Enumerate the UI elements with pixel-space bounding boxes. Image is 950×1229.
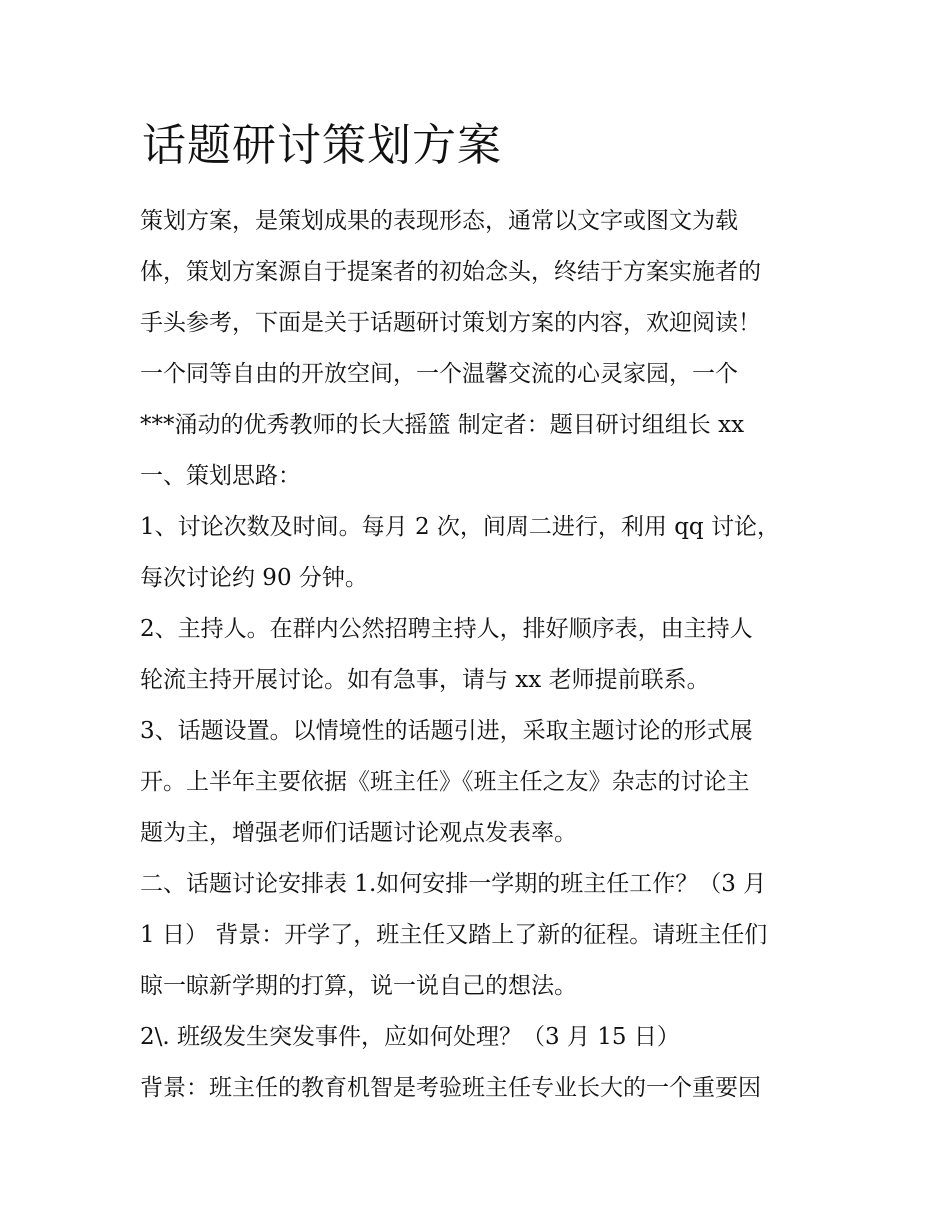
body-line: 2\. 班级发生突发事件，应如何处理？（3 月 15 日） bbox=[140, 1024, 680, 1050]
body-line: 轮流主持开展讨论。如有急事，请与 xx 老师提前联系。 bbox=[140, 667, 710, 693]
body-line: 背景：班主任的教育机智是考验班主任专业长大的一个重要因 bbox=[140, 1075, 761, 1101]
section-heading: 二、话题讨论安排表 1.如何安排一学期的班主任工作？（3 月 bbox=[140, 871, 767, 897]
body-line: 手头参考，下面是关于话题研讨策划方案的内容，欢迎阅读！ bbox=[140, 310, 761, 336]
body-line: ***涌动的优秀教师的长大摇篮 制定者：题目研讨组组长 xx bbox=[140, 412, 745, 438]
body-line: 3、话题设置。以情境性的话题引进，采取主题讨论的形式展 bbox=[140, 718, 753, 744]
body-line: 体，策划方案源自于提案者的初始念头，终结于方案实施者的 bbox=[140, 259, 761, 285]
body-line: 晾一晾新学期的打算，说一说自己的想法。 bbox=[140, 973, 577, 999]
body-line: 开。上半年主要依据《班主任》《班主任之友》杂志的讨论主 bbox=[140, 769, 750, 795]
body-line: 策划方案，是策划成果的表现形态，通常以文字或图文为载 bbox=[140, 208, 738, 234]
body-line: 1 日） 背景：开学了，班主任又踏上了新的征程。请班主任们 bbox=[140, 922, 768, 948]
document-title: 话题研讨策划方案 bbox=[142, 120, 502, 171]
body-line: 2、主持人。在群内公然招聘主持人，排好顺序表，由主持人 bbox=[140, 616, 753, 642]
body-line: 1、讨论次数及时间。每月 2 次，间周二进行，利用 qq 讨论， bbox=[140, 514, 780, 540]
body-line: 每次讨论约 90 分钟。 bbox=[140, 565, 368, 591]
body-line: 一个同等自由的开放空间，一个温馨交流的心灵家园，一个 bbox=[140, 361, 738, 387]
section-heading: 一、策划思路： bbox=[140, 463, 301, 489]
body-line: 题为主，增强老师们话题讨论观点发表率。 bbox=[140, 820, 577, 846]
